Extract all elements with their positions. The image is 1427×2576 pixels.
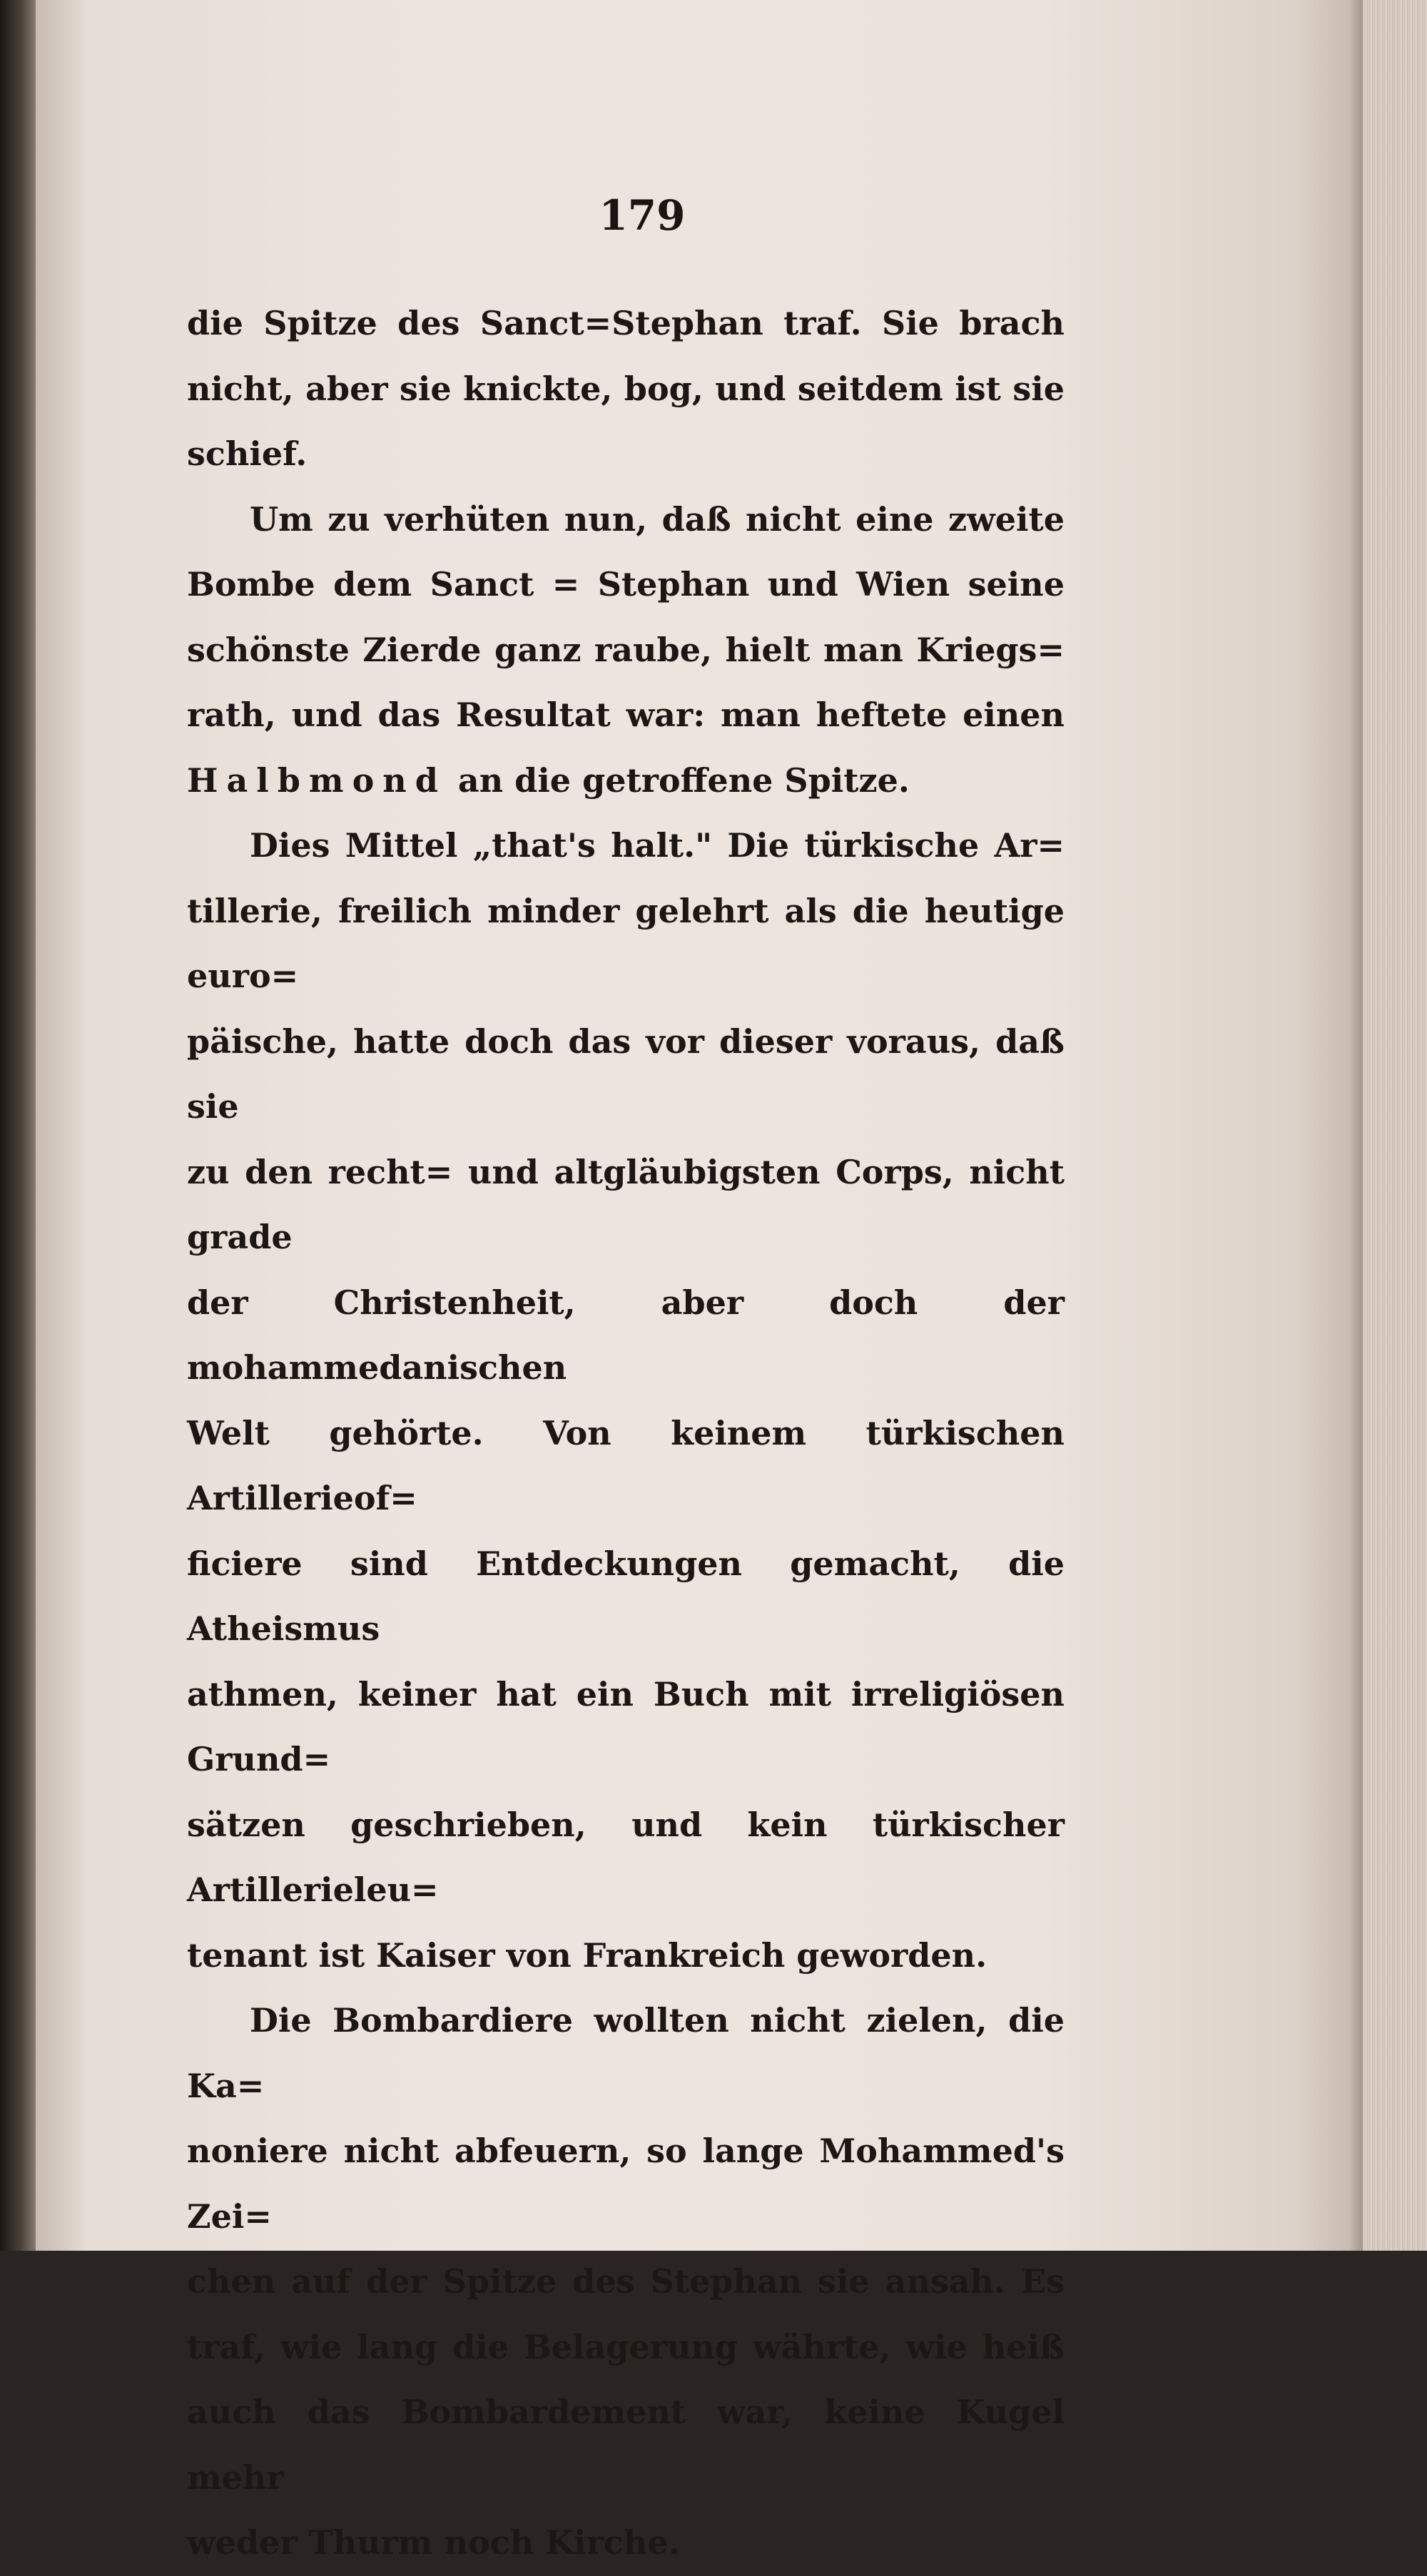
text-line: noniere nicht abfeuern, so lange Mohammed's Zei= bbox=[187, 2132, 1065, 2236]
text-line: schief. bbox=[187, 434, 308, 473]
text-line: rath, und das Resultat war: man heftete einen bbox=[187, 696, 1065, 734]
text-line: zu den recht= und altgläubigsten Corps, nicht grade bbox=[187, 1152, 1065, 1256]
text-line: die Spitze des Sanct=Stephan traf. Sie brach bbox=[187, 304, 1065, 342]
paragraph-1-end bbox=[187, 422, 1065, 487]
paragraph-3 bbox=[187, 813, 1065, 1923]
text-line: sätzen geschrieben, und kein türkischer Artillerieleu= bbox=[187, 1805, 1065, 1909]
paragraph-4-end bbox=[187, 2510, 1065, 2576]
text-line: schönste Zierde ganz raube, hielt man Kriegs= bbox=[187, 630, 1065, 669]
text-line: Welt gehörte. Von keinem türkischen Artillerieof= bbox=[187, 1413, 1065, 1517]
paragraph-1 bbox=[187, 291, 1065, 422]
text-line: weder Thurm noch Kirche. bbox=[187, 2523, 680, 2562]
spaced-word: Halbmond bbox=[187, 760, 447, 800]
text-line: ficiere sind Entdeckungen gemacht, die Atheismus bbox=[187, 1544, 1065, 1648]
text-line: Um zu verhüten nun, daß nicht eine zweite bbox=[250, 499, 1065, 539]
text-line: nicht, aber sie knickte, bog, und seitdem ist sie bbox=[187, 369, 1065, 408]
text-line: auch das Bombardement war, keine Kugel mehr bbox=[187, 2393, 1065, 2497]
text-line: Bombe dem Sanct = Stephan und Wien seine bbox=[187, 565, 1065, 604]
text-line: an die getroffene Spitze. bbox=[446, 760, 910, 800]
paragraph-2 bbox=[187, 487, 1065, 748]
text-line: traf, wie lang die Belagerung währte, wie heiß bbox=[187, 2327, 1065, 2366]
paragraph-4 bbox=[187, 1988, 1065, 2510]
text-line: Die Bombardiere wollten nicht zielen, die Ka= bbox=[187, 2001, 1065, 2105]
text-line: der Christenheit, aber doch der mohammedanischen bbox=[187, 1283, 1065, 1387]
page-number: 179 bbox=[599, 191, 686, 240]
text-line: Dies Mittel „that's halt." Die türkische Ar= bbox=[250, 826, 1065, 865]
body-text bbox=[187, 291, 1065, 2576]
text-line: chen auf der Spitze des Stephan sie ansah. Es bbox=[187, 2262, 1065, 2301]
binding-edge bbox=[0, 0, 37, 2251]
page-block-edges bbox=[1363, 0, 1427, 2251]
text-line: päische, hatte doch das vor dieser voraus, daß sie bbox=[187, 1022, 1065, 1126]
paragraph-3-end bbox=[187, 1923, 1065, 1989]
text-line: athmen, keiner hat ein Buch mit irreligiösen Grund= bbox=[187, 1674, 1065, 1778]
text-line: tenant ist Kaiser von Frankreich geworden. bbox=[187, 1935, 987, 1975]
text-line: tillerie, freilich minder gelehrt als die heutige euro= bbox=[187, 891, 1065, 995]
paragraph-2-end bbox=[187, 748, 1065, 814]
